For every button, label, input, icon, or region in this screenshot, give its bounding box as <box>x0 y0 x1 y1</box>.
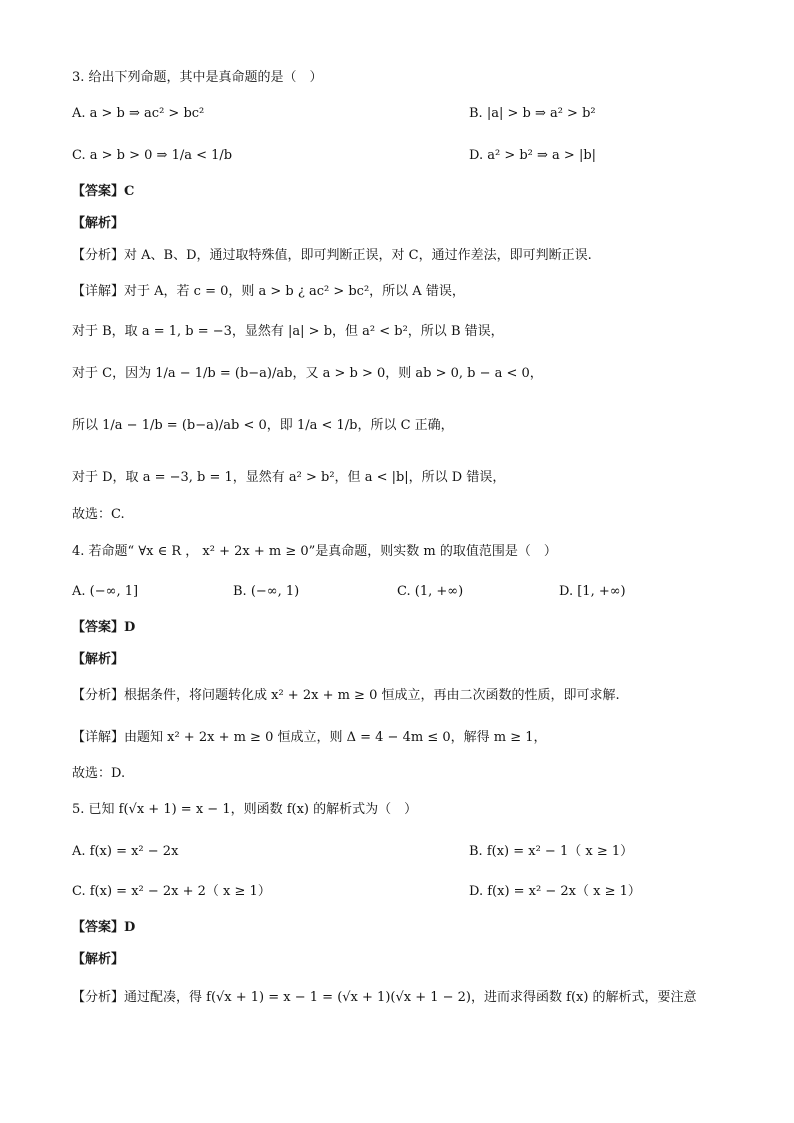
q3-option-a: A. a > b ⇒ ac² > bc² <box>72 106 205 121</box>
q4-fenxi: 【分析】根据条件，将问题转化成 x² + 2x + m ≥ 0 恒成立，再由二次函数的性质，即可求解. <box>72 688 620 703</box>
q3-xiangjie: 【详解】对于 A，若 c = 0，则 a > b ¿ ac² > bc²，所以 A 错误， <box>72 284 465 299</box>
q3-options-row1 <box>72 104 734 124</box>
q5-answer: 【答案】D <box>72 920 136 935</box>
q4-option-b: B. (−∞, 1) <box>233 584 300 599</box>
q3-detail-line-1: 对于 B，取 a = 1, b = −3，显然有 |a| > b，但 a² < b²，所以 B 错误， <box>72 324 504 339</box>
q4-option-a: A. (−∞, 1] <box>72 584 139 599</box>
q5-option-b: B. f(x) = x² − 1（ x ≥ 1） <box>469 844 634 859</box>
q5-fenxi: 【分析】通过配凑，得 f(√x + 1) = x − 1 = (√x + 1)(√x + 1 − 2)，进而求得函数 f(x) 的解析式，要注意 <box>72 990 697 1005</box>
q3-option-d: D. a² > b² ⇒ a > |b| <box>469 148 597 163</box>
q5-options-row2 <box>72 882 734 902</box>
q3-choose: 故选：C. <box>72 507 125 522</box>
q3-option-b: B. |a| > b ⇒ a² > b² <box>469 106 596 121</box>
q5-option-d: D. f(x) = x² − 2x（ x ≥ 1） <box>469 884 641 899</box>
q3-fenxi: 【分析】对 A、B、D，通过取特殊值，即可判断正误，对 C，通过作差法，即可判断正误. <box>72 248 592 263</box>
q3-option-c: C. a > b > 0 ⇒ 1/a < 1/b <box>72 148 233 163</box>
q4-choose: 故选：D. <box>72 766 126 781</box>
q3-options-row2 <box>72 146 734 166</box>
q3-detail-line-3: 所以 1/a − 1/b = (b−a)/ab < 0，即 1/a < 1/b，所以 C 正确， <box>72 418 454 433</box>
q4-option-c: C. (1, +∞) <box>397 584 464 599</box>
q3-detail-line-2: 对于 C，因为 1/a − 1/b = (b−a)/ab，又 a > b > 0，则 ab > 0, b − a < 0， <box>72 366 543 381</box>
q5-analysis-heading: 【解析】 <box>72 952 125 967</box>
q3-detail-line-4: 对于 D，取 a = −3, b = 1，显然有 a² > b²，但 a < |b|，所以 D 错误， <box>72 470 506 485</box>
q3-analysis-heading: 【解析】 <box>72 216 125 231</box>
q4-answer: 【答案】D <box>72 620 136 635</box>
q4-xiangjie: 【详解】由题知 x² + 2x + m ≥ 0 恒成立，则 Δ = 4 − 4m ≤ 0，解得 m ≥ 1， <box>72 730 547 745</box>
q3-answer: 【答案】C <box>72 184 135 199</box>
q3-stem: 3. 给出下列命题，其中是真命题的是（ ） <box>72 70 323 85</box>
q4-analysis-heading: 【解析】 <box>72 652 125 667</box>
q4-stem: 4. 若命题“ ∀x ∈ R ， x² + 2x + m ≥ 0”是真命题，则实数 m 的取值范围是（ ） <box>72 544 557 559</box>
q5-option-c: C. f(x) = x² − 2x + 2（ x ≥ 1） <box>72 884 271 899</box>
q5-options-row1 <box>72 842 734 862</box>
q4-option-d: D. [1, +∞) <box>559 584 626 599</box>
q5-stem: 5. 已知 f(√x + 1) = x − 1，则函数 f(x) 的解析式为（ ） <box>72 802 418 817</box>
q5-option-a: A. f(x) = x² − 2x <box>72 844 179 859</box>
